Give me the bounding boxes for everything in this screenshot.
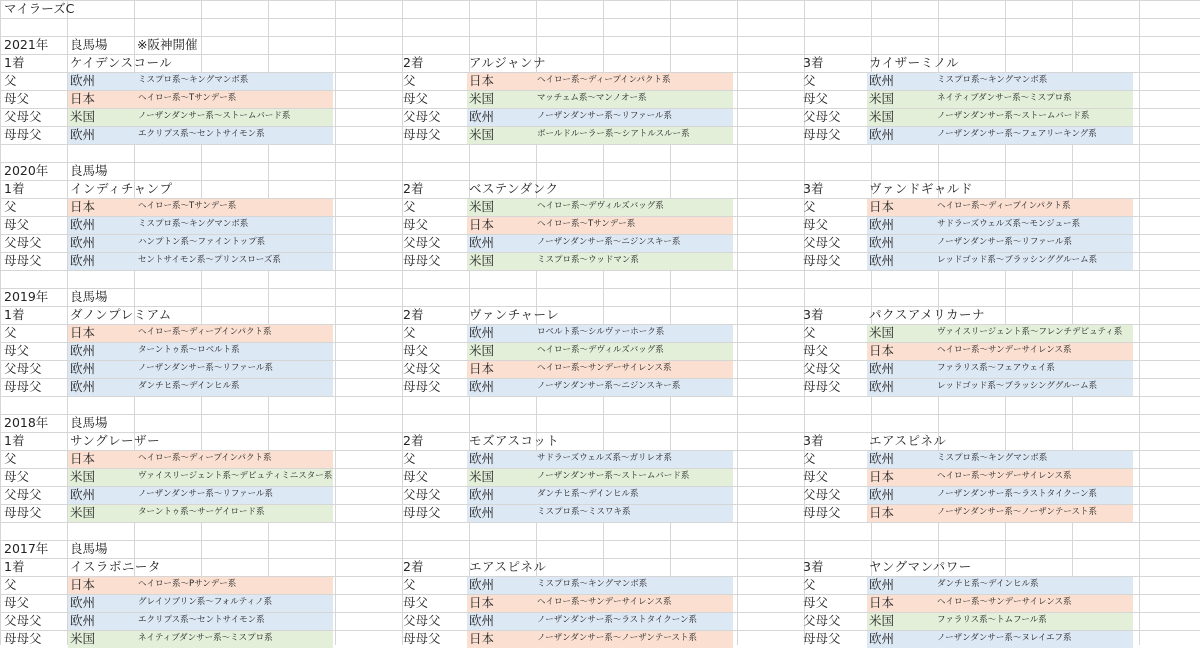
- sire-line-cell[interactable]: ヘイロー系～ディープインパクト系: [937, 201, 1071, 211]
- sire-line-cell[interactable]: ノーザンダンサー系～ラストタイクーン系: [537, 615, 698, 625]
- pedigree-label-cell[interactable]: 母父: [803, 343, 829, 358]
- finish-rank-cell[interactable]: 2着: [403, 433, 424, 448]
- sire-line-cell[interactable]: ノーザンダンサー系～ストームバード系: [537, 471, 690, 481]
- region-cell[interactable]: 欧州: [869, 361, 895, 376]
- pedigree-label-cell[interactable]: 父: [803, 325, 816, 340]
- region-cell[interactable]: 欧州: [869, 487, 895, 502]
- pedigree-label-cell[interactable]: 父母父: [4, 361, 42, 376]
- sire-line-cell[interactable]: ダンチヒ系～デインヒル系: [937, 579, 1039, 589]
- pedigree-label-cell[interactable]: 父母父: [803, 109, 841, 124]
- sire-line-cell[interactable]: ヘイロー系～デヴィルズバッグ系: [537, 345, 664, 355]
- pedigree-label-cell[interactable]: 父: [403, 325, 416, 340]
- sire-line-cell[interactable]: サドラーズウェルズ系～ガリレオ系: [537, 453, 672, 463]
- region-cell[interactable]: 米国: [869, 613, 895, 628]
- pedigree-label-cell[interactable]: 母母父: [4, 127, 42, 142]
- pedigree-label-cell[interactable]: 父: [4, 451, 17, 466]
- region-cell[interactable]: 欧州: [869, 379, 895, 394]
- finish-rank-cell[interactable]: 3着: [803, 433, 824, 448]
- region-cell[interactable]: 米国: [869, 325, 895, 340]
- region-cell[interactable]: 米国: [70, 109, 96, 124]
- pedigree-label-cell[interactable]: 母父: [403, 343, 429, 358]
- region-cell[interactable]: 欧州: [70, 613, 96, 628]
- region-cell[interactable]: 米国: [469, 469, 495, 484]
- pedigree-label-cell[interactable]: 母母父: [403, 127, 441, 142]
- horse-name-cell[interactable]: モズアスコット: [469, 433, 560, 448]
- region-cell[interactable]: 欧州: [869, 235, 895, 250]
- pedigree-label-cell[interactable]: 父: [803, 73, 816, 88]
- region-cell[interactable]: 欧州: [70, 343, 96, 358]
- track-condition-cell[interactable]: 良馬場: [70, 289, 108, 304]
- pedigree-label-cell[interactable]: 父: [4, 73, 17, 88]
- region-cell[interactable]: 欧州: [869, 577, 895, 592]
- sire-line-cell[interactable]: ノーザンダンサー系～ノーザンテースト系: [537, 633, 697, 643]
- region-cell[interactable]: 欧州: [469, 109, 495, 124]
- region-cell[interactable]: 日本: [869, 469, 895, 484]
- region-cell[interactable]: 欧州: [469, 505, 495, 520]
- horse-name-cell[interactable]: パクスアメリカーナ: [869, 307, 986, 322]
- pedigree-label-cell[interactable]: 父: [403, 73, 416, 88]
- pedigree-label-cell[interactable]: 母父: [4, 343, 30, 358]
- track-condition-cell[interactable]: 良馬場: [70, 37, 108, 52]
- horse-name-cell[interactable]: ベステンダンク: [469, 181, 559, 196]
- sire-line-cell[interactable]: エクリプス系～セントサイモン系: [138, 615, 265, 625]
- region-cell[interactable]: 欧州: [869, 451, 895, 466]
- pedigree-label-cell[interactable]: 母母父: [403, 253, 441, 268]
- sire-line-cell[interactable]: レッドゴッド系～ブラッシンググルーム系: [937, 255, 1098, 265]
- sire-line-cell[interactable]: ネイティブダンサー系～ミスプロ系: [138, 633, 273, 643]
- finish-rank-cell[interactable]: 3着: [803, 559, 824, 574]
- pedigree-label-cell[interactable]: 母母父: [403, 631, 441, 646]
- finish-rank-cell[interactable]: 2着: [403, 55, 424, 70]
- finish-rank-cell[interactable]: 2着: [403, 307, 424, 322]
- pedigree-label-cell[interactable]: 母父: [403, 595, 429, 610]
- region-cell[interactable]: 欧州: [70, 217, 96, 232]
- region-cell[interactable]: 欧州: [469, 235, 495, 250]
- pedigree-label-cell[interactable]: 父: [4, 199, 17, 214]
- sire-line-cell[interactable]: ロベルト系～シルヴァーホーク系: [537, 327, 665, 337]
- pedigree-label-cell[interactable]: 母母父: [803, 379, 841, 394]
- region-cell[interactable]: 欧州: [469, 451, 495, 466]
- sire-line-cell[interactable]: グレイソブリン系～フォルティノ系: [138, 597, 273, 607]
- pedigree-label-cell[interactable]: 母母父: [803, 127, 841, 142]
- sire-line-cell[interactable]: ネイティブダンサー系～ミスプロ系: [937, 93, 1072, 103]
- region-cell[interactable]: 欧州: [469, 379, 495, 394]
- region-cell[interactable]: 日本: [469, 217, 495, 232]
- sire-line-cell[interactable]: ノーザンダンサー系～ストームバード系: [138, 111, 291, 121]
- pedigree-label-cell[interactable]: 母父: [803, 595, 829, 610]
- sire-line-cell[interactable]: ノーザンダンサー系～リファール系: [937, 237, 1072, 247]
- pedigree-label-cell[interactable]: 父: [4, 325, 17, 340]
- horse-name-cell[interactable]: イスラボニータ: [70, 559, 161, 574]
- region-cell[interactable]: 日本: [70, 451, 96, 466]
- pedigree-label-cell[interactable]: 父母父: [4, 487, 42, 502]
- pedigree-label-cell[interactable]: 母母父: [4, 253, 42, 268]
- sire-line-cell[interactable]: ヘイロー系～デヴィルズバッグ系: [537, 201, 664, 211]
- region-cell[interactable]: 欧州: [70, 487, 96, 502]
- track-condition-cell[interactable]: 良馬場: [70, 541, 108, 556]
- finish-rank-cell[interactable]: 3着: [803, 181, 824, 196]
- pedigree-label-cell[interactable]: 父母父: [403, 487, 441, 502]
- sire-line-cell[interactable]: ノーザンダンサー系～ストームバード系: [937, 111, 1090, 121]
- pedigree-label-cell[interactable]: 父母父: [803, 613, 841, 628]
- sire-line-cell[interactable]: ヘイロー系～ディープインパクト系: [138, 453, 272, 463]
- sire-line-cell[interactable]: エクリプス系～セントサイモン系: [138, 129, 265, 139]
- region-cell[interactable]: 日本: [70, 91, 96, 106]
- pedigree-label-cell[interactable]: 父母父: [403, 613, 441, 628]
- pedigree-label-cell[interactable]: 父母父: [4, 613, 42, 628]
- pedigree-label-cell[interactable]: 父: [403, 199, 416, 214]
- finish-rank-cell[interactable]: 1着: [4, 55, 25, 70]
- pedigree-label-cell[interactable]: 母父: [403, 469, 429, 484]
- year-cell[interactable]: 2020年: [4, 163, 49, 178]
- pedigree-label-cell[interactable]: 母母父: [803, 631, 841, 646]
- sire-line-cell[interactable]: ファラリス系～トムフール系: [937, 615, 1047, 625]
- region-cell[interactable]: 欧州: [869, 127, 895, 142]
- sire-line-cell[interactable]: ミスプロ系～キングマンボ系: [937, 75, 1048, 85]
- pedigree-label-cell[interactable]: 母父: [4, 91, 30, 106]
- sire-line-cell[interactable]: セントサイモン系～プリンスローズ系: [138, 255, 281, 265]
- sire-line-cell[interactable]: ダンチヒ系～デインヒル系: [138, 381, 240, 391]
- year-cell[interactable]: 2021年: [4, 37, 49, 52]
- region-cell[interactable]: 米国: [70, 505, 96, 520]
- sire-line-cell[interactable]: ヘイロー系～サンデーサイレンス系: [537, 597, 672, 607]
- sire-line-cell[interactable]: ミスプロ系～キングマンボ系: [537, 579, 648, 589]
- sire-line-cell[interactable]: ヘイロー系～サンデーサイレンス系: [537, 363, 672, 373]
- finish-rank-cell[interactable]: 1着: [4, 559, 25, 574]
- sire-line-cell[interactable]: ノーザンダンサー系～リファール系: [138, 489, 273, 499]
- sire-line-cell[interactable]: ノーザンダンサー系～ニジンスキー系: [537, 381, 681, 391]
- pedigree-label-cell[interactable]: 母母父: [4, 631, 42, 646]
- sire-line-cell[interactable]: ハンプトン系～ファイントップ系: [138, 237, 266, 247]
- horse-name-cell[interactable]: カイザーミノル: [869, 55, 960, 70]
- region-cell[interactable]: 日本: [70, 199, 96, 214]
- finish-rank-cell[interactable]: 1着: [4, 433, 25, 448]
- region-cell[interactable]: 米国: [469, 343, 495, 358]
- region-cell[interactable]: 欧州: [469, 577, 495, 592]
- pedigree-label-cell[interactable]: 母父: [803, 217, 829, 232]
- finish-rank-cell[interactable]: 1着: [4, 307, 25, 322]
- region-cell[interactable]: 欧州: [70, 379, 96, 394]
- region-cell[interactable]: 欧州: [70, 253, 96, 268]
- pedigree-label-cell[interactable]: 母母父: [403, 379, 441, 394]
- year-cell[interactable]: 2019年: [4, 289, 49, 304]
- sheet-title[interactable]: マイラーズC: [4, 1, 75, 16]
- pedigree-label-cell[interactable]: 母父: [403, 91, 429, 106]
- sire-line-cell[interactable]: ノーザンダンサー系～ノーザンテースト系: [937, 507, 1097, 517]
- sire-line-cell[interactable]: ヘイロー系～Tサンデー系: [138, 93, 237, 103]
- region-cell[interactable]: 米国: [469, 91, 495, 106]
- finish-rank-cell[interactable]: 1着: [4, 181, 25, 196]
- pedigree-label-cell[interactable]: 母父: [803, 469, 829, 484]
- region-cell[interactable]: 欧州: [70, 73, 96, 88]
- sire-line-cell[interactable]: サドラーズウェルズ系～モンジュー系: [937, 219, 1081, 229]
- track-condition-cell[interactable]: 良馬場: [70, 163, 108, 178]
- region-cell[interactable]: 欧州: [469, 613, 495, 628]
- pedigree-label-cell[interactable]: 母母父: [403, 505, 441, 520]
- pedigree-label-cell[interactable]: 父母父: [4, 109, 42, 124]
- sire-line-cell[interactable]: ヘイロー系～ディープインパクト系: [138, 327, 272, 337]
- pedigree-label-cell[interactable]: 父: [403, 577, 416, 592]
- pedigree-label-cell[interactable]: 父母父: [403, 361, 441, 376]
- sire-line-cell[interactable]: ヘイロー系～サンデーサイレンス系: [937, 471, 1072, 481]
- pedigree-label-cell[interactable]: 母父: [4, 469, 30, 484]
- pedigree-label-cell[interactable]: 母母父: [4, 505, 42, 520]
- sire-line-cell[interactable]: ノーザンダンサー系～ヌレイエフ系: [937, 633, 1072, 643]
- region-cell[interactable]: 米国: [70, 469, 96, 484]
- region-cell[interactable]: 日本: [469, 361, 495, 376]
- region-cell[interactable]: 欧州: [869, 73, 895, 88]
- pedigree-label-cell[interactable]: 母父: [4, 595, 30, 610]
- year-cell[interactable]: 2017年: [4, 541, 49, 556]
- pedigree-label-cell[interactable]: 母父: [4, 217, 30, 232]
- sire-line-cell[interactable]: ノーザンダンサー系～ニジンスキー系: [537, 237, 681, 247]
- region-cell[interactable]: 欧州: [869, 253, 895, 268]
- sire-line-cell[interactable]: ノーザンダンサー系～ラストタイクーン系: [937, 489, 1098, 499]
- sire-line-cell[interactable]: ミスプロ系～ミスワキ系: [537, 507, 631, 517]
- sire-line-cell[interactable]: ターントゥ系～ロベルト系: [138, 345, 240, 355]
- sire-line-cell[interactable]: ヴァイスリージェント系～フレンチデピュティ系: [937, 327, 1123, 337]
- pedigree-label-cell[interactable]: 母母父: [803, 505, 841, 520]
- region-cell[interactable]: 日本: [869, 343, 895, 358]
- pedigree-label-cell[interactable]: 母母父: [803, 253, 841, 268]
- pedigree-label-cell[interactable]: 父母父: [803, 361, 841, 376]
- region-cell[interactable]: 欧州: [869, 631, 895, 646]
- horse-name-cell[interactable]: ダノンプレミアム: [70, 307, 172, 322]
- region-cell[interactable]: 日本: [70, 577, 96, 592]
- horse-name-cell[interactable]: ケイデンスコール: [70, 55, 173, 70]
- region-cell[interactable]: 欧州: [70, 595, 96, 610]
- pedigree-label-cell[interactable]: 父: [803, 451, 816, 466]
- region-cell[interactable]: 米国: [869, 109, 895, 124]
- region-cell[interactable]: 日本: [869, 505, 895, 520]
- track-condition-cell[interactable]: 良馬場: [70, 415, 108, 430]
- sire-line-cell[interactable]: ヘイロー系～Tサンデー系: [138, 201, 237, 211]
- region-cell[interactable]: 欧州: [70, 235, 96, 250]
- sire-line-cell[interactable]: マッチェム系～マンノオー系: [537, 93, 647, 103]
- region-cell[interactable]: 日本: [469, 73, 495, 88]
- region-cell[interactable]: 欧州: [70, 361, 96, 376]
- sire-line-cell[interactable]: ヘイロー系～Pサンデー系: [138, 579, 237, 589]
- sire-line-cell[interactable]: ミスプロ系～ウッドマン系: [537, 255, 639, 265]
- sire-line-cell[interactable]: ターントゥ系～サーゲイロード系: [138, 507, 265, 517]
- sire-line-cell[interactable]: ヘイロー系～サンデーサイレンス系: [937, 597, 1072, 607]
- region-cell[interactable]: 日本: [469, 631, 495, 646]
- pedigree-label-cell[interactable]: 母父: [403, 217, 429, 232]
- region-cell[interactable]: 米国: [469, 199, 495, 214]
- pedigree-label-cell[interactable]: 父: [4, 577, 17, 592]
- horse-name-cell[interactable]: ヴァンドギャルド: [869, 181, 973, 196]
- pedigree-label-cell[interactable]: 父: [403, 451, 416, 466]
- sire-line-cell[interactable]: レッドゴッド系～ブラッシンググルーム系: [937, 381, 1098, 391]
- region-cell[interactable]: 欧州: [469, 487, 495, 502]
- horse-name-cell[interactable]: エアスピネル: [869, 433, 947, 448]
- region-cell[interactable]: 欧州: [70, 127, 96, 142]
- region-cell[interactable]: 米国: [70, 631, 96, 646]
- horse-name-cell[interactable]: サングレーザー: [70, 433, 161, 448]
- sire-line-cell[interactable]: ボールドルーラー系～シアトルスルー系: [537, 129, 690, 139]
- pedigree-label-cell[interactable]: 父: [803, 577, 816, 592]
- region-cell[interactable]: 米国: [469, 127, 495, 142]
- pedigree-label-cell[interactable]: 父母父: [803, 487, 841, 502]
- region-cell[interactable]: 日本: [469, 595, 495, 610]
- region-cell[interactable]: 日本: [869, 595, 895, 610]
- pedigree-label-cell[interactable]: 父母父: [4, 235, 42, 250]
- horse-name-cell[interactable]: ヤングマンパワー: [869, 559, 972, 574]
- region-cell[interactable]: 欧州: [469, 325, 495, 340]
- finish-rank-cell[interactable]: 2着: [403, 559, 424, 574]
- sire-line-cell[interactable]: ヘイロー系～Tサンデー系: [537, 219, 636, 229]
- region-cell[interactable]: 日本: [70, 325, 96, 340]
- region-cell[interactable]: 日本: [869, 199, 895, 214]
- region-cell[interactable]: 欧州: [869, 217, 895, 232]
- pedigree-label-cell[interactable]: 母母父: [4, 379, 42, 394]
- sire-line-cell[interactable]: ミスプロ系～キングマンボ系: [937, 453, 1048, 463]
- sire-line-cell[interactable]: ノーザンダンサー系～フェアリーキング系: [937, 129, 1097, 139]
- sire-line-cell[interactable]: ヘイロー系～サンデーサイレンス系: [937, 345, 1072, 355]
- horse-name-cell[interactable]: ヴァンチャーレ: [469, 307, 560, 322]
- sire-line-cell[interactable]: ノーザンダンサー系～リファール系: [138, 363, 273, 373]
- finish-rank-cell[interactable]: 3着: [803, 307, 824, 322]
- pedigree-label-cell[interactable]: 母父: [803, 91, 829, 106]
- sire-line-cell[interactable]: ヴァイスリージェント系～デピュティミニスター系: [138, 471, 333, 481]
- pedigree-label-cell[interactable]: 父母父: [403, 235, 441, 250]
- finish-rank-cell[interactable]: 2着: [403, 181, 424, 196]
- pedigree-label-cell[interactable]: 父母父: [403, 109, 441, 124]
- pedigree-label-cell[interactable]: 父: [803, 199, 816, 214]
- sire-line-cell[interactable]: ミスプロ系～キングマンボ系: [138, 219, 249, 229]
- horse-name-cell[interactable]: インディチャンプ: [70, 181, 173, 196]
- horse-name-cell[interactable]: エアスピネル: [469, 559, 547, 574]
- region-cell[interactable]: 米国: [469, 253, 495, 268]
- sire-line-cell[interactable]: ファラリス系～フェアウェイ系: [937, 363, 1055, 373]
- region-cell[interactable]: 米国: [869, 91, 895, 106]
- sire-line-cell[interactable]: ノーザンダンサー系～リファール系: [537, 111, 672, 121]
- note-cell[interactable]: ※阪神開催: [137, 37, 198, 52]
- sire-line-cell[interactable]: ヘイロー系～ディープインパクト系: [537, 75, 671, 85]
- sire-line-cell[interactable]: ミスプロ系～キングマンボ系: [138, 75, 249, 85]
- sire-line-cell[interactable]: ダンチヒ系～デインヒル系: [537, 489, 639, 499]
- year-cell[interactable]: 2018年: [4, 415, 49, 430]
- horse-name-cell[interactable]: アルジャンナ: [469, 55, 546, 70]
- pedigree-label-cell[interactable]: 父母父: [803, 235, 841, 250]
- finish-rank-cell[interactable]: 3着: [803, 55, 824, 70]
